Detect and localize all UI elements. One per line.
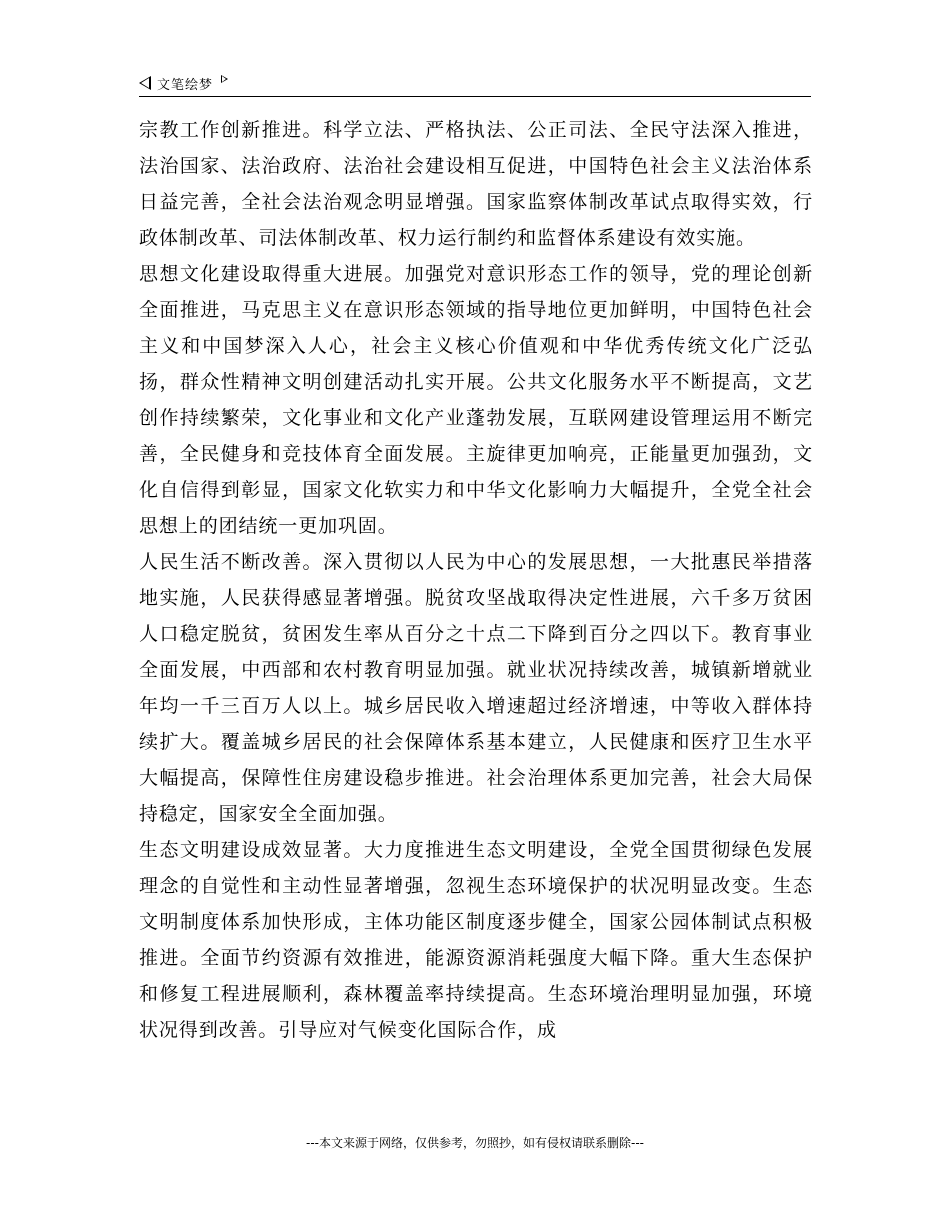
- paragraph-livelihood: 人民生活不断改善。深入贯彻以人民为中心的发展思想，一大批惠民举措落地实施，人民获得感显著增强。脱贫攻坚战取得决定性进展，六千多万贫困人口稳定脱贫，贫困发生率从百分之十点二下降到百分之四以下。教育事业全面发展，中西部和农村教育明显加强。就业状况持续改善，城镇新增就业年均一千三百万人以上。城乡居民收入增速超过经济增速，中等收入群体持续扩大。覆盖城乡居民的社会保障体系基本建立，人民健康和医疗卫生水平大幅提高，保障性住房建设稳步推进。社会治理体系更加完善，社会大局保持稳定，国家安全全面加强。: [139, 551, 813, 825]
- paragraph-rule-of-law: 宗教工作创新推进。科学立法、严格执法、公正司法、全民守法深入推进，法治国家、法治政府、法治社会建设相互促进，中国特色社会主义法治体系日益完善，全社会法治观念明显增强。国家监察体制改革试点取得实效，行政体制改革、司法体制改革、权力运行制约和监督体系建设有效实施。: [139, 119, 813, 249]
- header-brand: 文笔绘梦: [157, 77, 214, 93]
- left-triangle-icon: [139, 76, 151, 90]
- paragraph-culture: 思想文化建设取得重大进展。加强党对意识形态工作的领导，党的理论创新全面推进，马克思主义在意识形态领域的指导地位更加鲜明，中国特色社会主义和中国梦深入人心，社会主义核心价值观和中华优秀传统文化广泛弘扬，群众性精神文明创建活动扎实开展。公共文化服务水平不断提高，文艺创作持续繁荣，文化事业和文化产业蓬勃发展，互联网建设管理运用不断完善，全民健身和竞技体育全面发展。主旋律更加响亮，正能量更加强劲，文化自信得到彰显，国家文化软实力和中华文化影响力大幅提升，全党全社会思想上的团结统一更加巩固。: [139, 263, 813, 537]
- document-body: [139, 112, 813, 1048]
- page-header: [139, 70, 811, 97]
- right-triangle-icon: [221, 75, 228, 83]
- paragraph-ecology: 生态文明建设成效显著。大力度推进生态文明建设，全党全国贯彻绿色发展理念的自觉性和主动性显著增强，忽视生态环境保护的状况明显改变。生态文明制度体系加快形成，主体功能区制度逐步健全，国家公园体制试点积极推进。全面节约资源有效推进，能源资源消耗强度大幅下降。重大生态保护和修复工程进展顺利，森林覆盖率持续提高。生态环境治理明显加强，环境状况得到改善。引导应对气候变化国际合作，成: [139, 839, 813, 1041]
- page-footer-notice: ---本文来源于网络，仅供参考，勿照抄，如有侵权请联系删除---: [306, 1136, 644, 1150]
